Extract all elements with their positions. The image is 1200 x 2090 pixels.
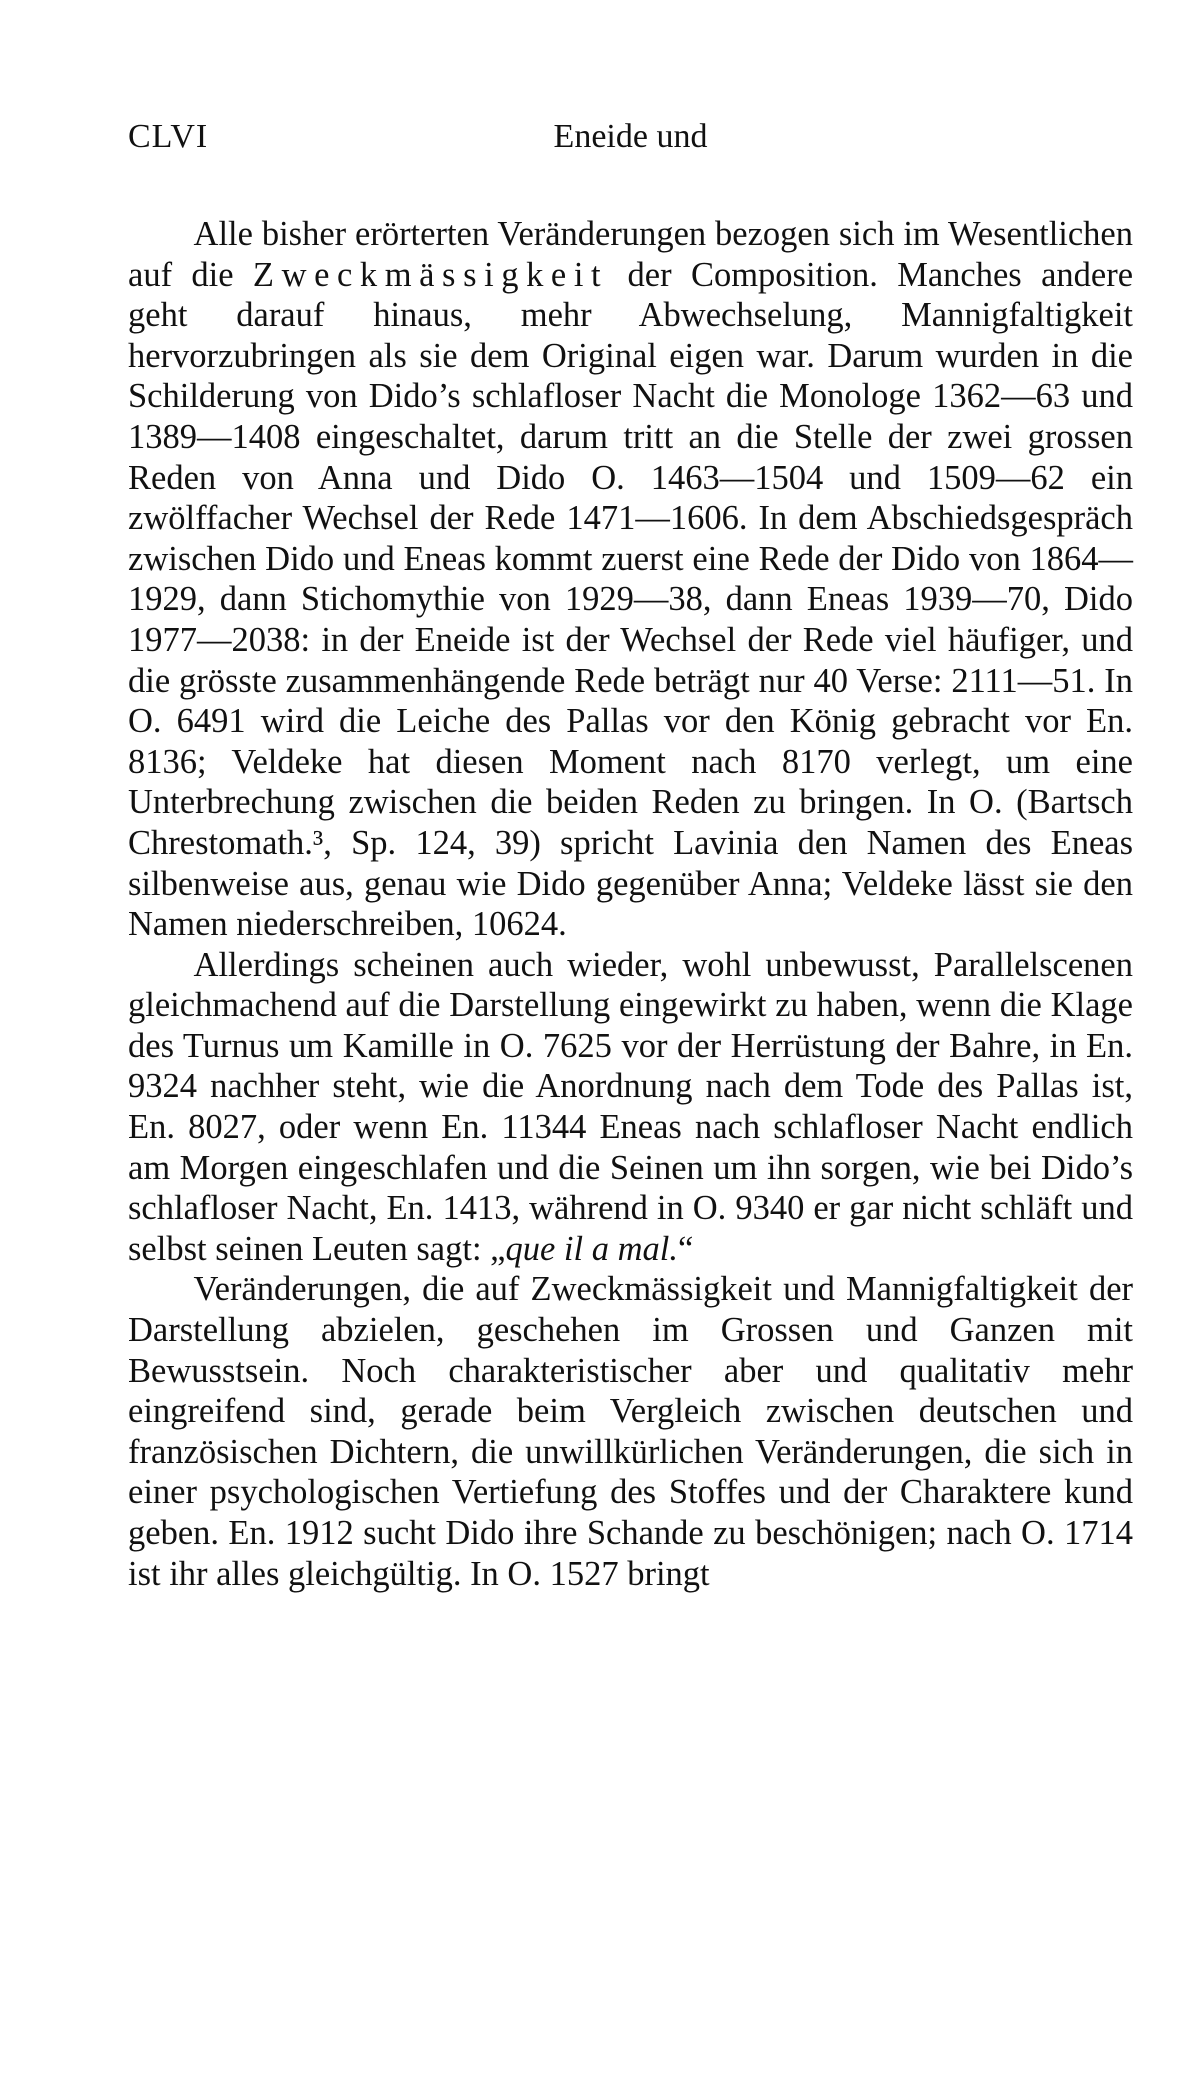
body-text xyxy=(128,214,1133,1594)
french-quote: que il a mal. xyxy=(505,1229,678,1268)
paragraph-2 xyxy=(128,945,1133,1270)
page-number: CLVI xyxy=(128,118,209,155)
closing-quote: “ xyxy=(677,1229,694,1268)
page-header xyxy=(128,118,1133,168)
running-title: Eneide und xyxy=(553,118,708,155)
emphasized-word: Zweckmässigkeit xyxy=(252,255,609,294)
paragraph-1 xyxy=(128,214,1133,945)
paragraph-text: Allerdings scheinen auch wieder, wohl unbewusst, Parallelscenen gleichmachend auf die Darstellung eingewirkt zu haben, wenn die Klage des Turnus um Kamille in O. 7625 vor der Herrüstung der Bahre, in En. 9324 nachher steht, wie die Anordnung nach dem Tode des Pallas ist, En. 8027, oder wenn En. 11344 Eneas nach schlafloser Nacht endlich am Morgen eingeschlafen und die Seinen um ihn sorgen, wie bei Dido’s schlafloser Nacht, En. 1413, während in O. 9340 er gar nicht schläft und selbst seinen Leuten sagt: „ xyxy=(128,945,1133,1268)
paragraph-text: der Composition. Manches andere geht darauf hinaus, mehr Abwechselung, Mannigfaltigkeit hervorzubringen als sie dem Original eigen war. Darum wurden in die Schilderung von Dido’s schlafloser Nacht die Monologe 1362—63 und 1389—1408 eingeschaltet, darum tritt an die Stelle der zwei grossen Reden von Anna und Dido O. 1463—1504 und 1509—62 ein zwölffacher Wechsel der Rede 1471—1606. In dem Abschiedsgespräch zwischen Dido und Eneas kommt zuerst eine Rede der Dido von 1864—1929, dann Stichomythie von 1929—38, dann Eneas 1939—70, Dido 1977—2038: in der Eneide ist der Wechsel der Rede viel häufiger, und die grösste zusammenhängende Rede beträgt nur 40 Verse: 2111—51. In O. 6491 wird die Leiche des Pallas vor den König gebracht vor En. 8136; Veldeke hat diesen Moment nach 8170 verlegt, um eine Unterbrechung zwischen die beiden Reden zu bringen. In O. (Bartsch Chrestomath.³, Sp. 124, 39) spricht Lavinia den Namen des Eneas silbenweise aus, genau wie Dido gegenüber Anna; Veldeke lässt sie den Namen niederschreiben, 10624. xyxy=(128,255,1134,944)
paragraph-text: Veränderungen, die auf Zweckmässigkeit und Mannigfaltigkeit der Darstellung abzielen, geschehen im Grossen und Ganzen mit Bewusstsein. Noch charakteristischer aber und qualitativ mehr eingreifend sind, gerade beim Vergleich zwischen deutschen und französischen Dichtern, die unwillkürlichen Veränderungen, die sich in einer psychologischen Vertiefung des Stoffes und der Charaktere kund geben. En. 1912 sucht Dido ihre Schande zu beschönigen; nach O. 1714 ist ihr alles gleichgültig. In O. 1527 bringt xyxy=(128,1270,1133,1593)
paragraph-3 xyxy=(128,1269,1133,1594)
paragraph-text: Alle bisher erörterten Veränderungen bezogen sich im Wesentlichen auf die xyxy=(128,215,1133,294)
